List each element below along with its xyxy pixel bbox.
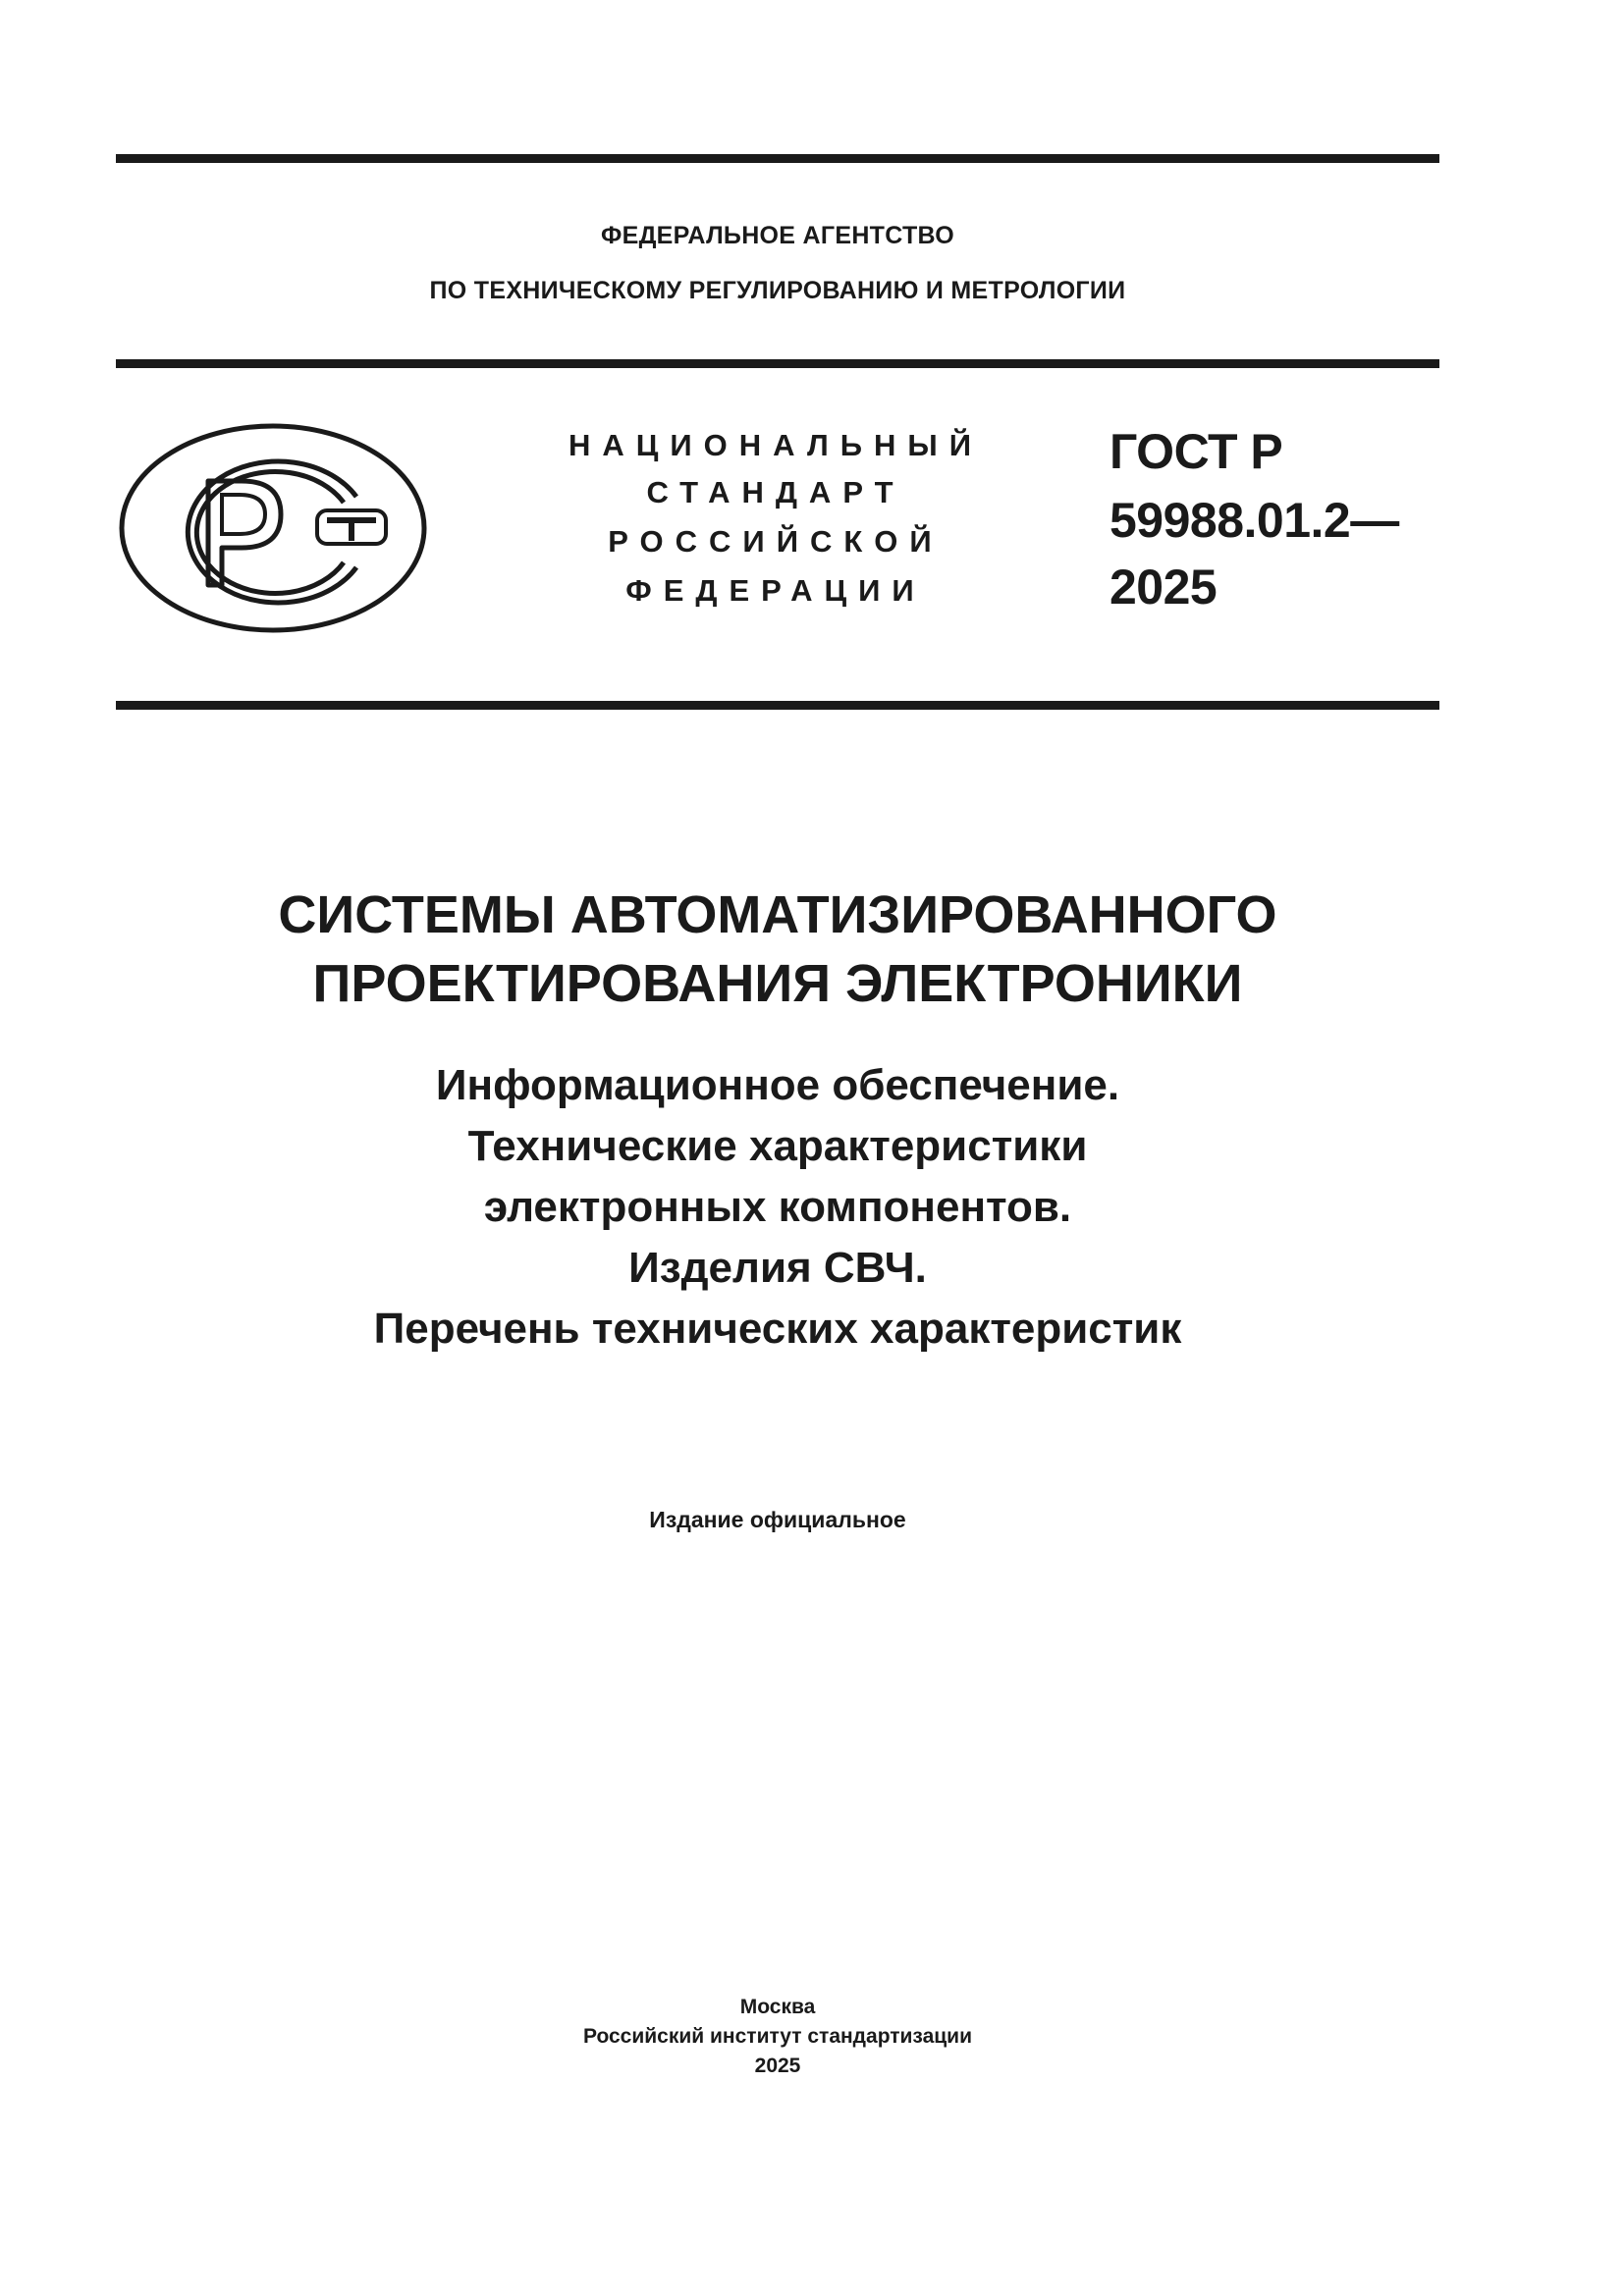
standard-designation-line-2: 59988.01.2— [1110,493,1399,548]
standard-designation-line-3: 2025 [1110,560,1218,614]
imprint-city: Москва [739,1996,816,2018]
rst-certification-mark-icon [116,420,430,636]
national-standard-line-1: НАЦИОНАЛЬНЫЙ [568,428,984,462]
title-block-rule [116,701,1439,710]
document-title-line-2: ПРОЕКТИРОВАНИЯ ЭЛЕКТРОНИКИ [312,954,1243,1013]
agency-name-line-1: ФЕДЕРАЛЬНОЕ АГЕНТСТВО [600,222,955,249]
document-title-line-1: СИСТЕМЫ АВТОМАТИЗИРОВАННОГО [278,885,1277,944]
top-rule [116,154,1439,163]
imprint-publisher: Российский институт стандартизации [582,2025,973,2048]
header-divider-rule [116,359,1439,368]
document-subtitle-line-1: Информационное обеспечение. [435,1061,1120,1109]
document-subtitle-line-3: электронных компонентов. [483,1183,1072,1231]
national-standard-line-3: РОССИЙСКОЙ [608,524,944,559]
document-subtitle-line-5: Перечень технических характеристик [373,1305,1182,1353]
national-standard-line-4: ФЕДЕРАЦИИ [625,573,926,608]
document-subtitle-line-2: Технические характеристики [467,1122,1088,1170]
standard-designation-line-1: ГОСТ Р [1110,424,1283,479]
agency-name-line-2: ПО ТЕХНИЧЕСКОМУ РЕГУЛИРОВАНИЮ И МЕТРОЛОГИИ [429,277,1126,304]
document-subtitle-line-4: Изделия СВЧ. [628,1244,927,1292]
imprint-year: 2025 [754,2055,801,2077]
edition-label: Издание официальное [649,1507,906,1532]
national-standard-line-2: СТАНДАРТ [646,475,905,509]
